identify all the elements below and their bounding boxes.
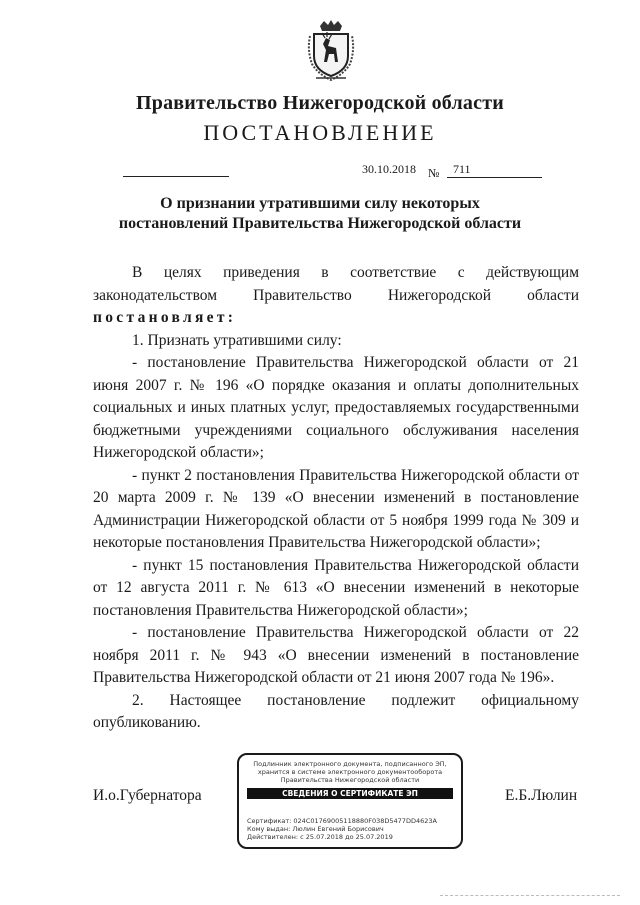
coat-of-arms-emblem (306, 20, 356, 82)
stamp-cert-id: Сертификат: 024C01769005118880F038D5477DD4623A (247, 817, 437, 825)
stamp-issued-to: Кому выдан: Люлин Евгений Борисович (247, 825, 384, 833)
number-sign: № (428, 166, 440, 180)
stamp-certificate-header: СВЕДЕНИЯ О СЕРТИФИКАТЕ ЭП (247, 788, 453, 799)
number-underline (447, 177, 542, 178)
document-date: 30.10.2018 (362, 162, 416, 176)
government-title: Правительство Нижегородской области (136, 92, 504, 114)
document-body (93, 262, 579, 735)
stamp-line-3: Правительства Нижегородской области (280, 776, 420, 784)
stamp-line-1: Подлинник электронного документа, подписанного ЭП, (253, 760, 447, 768)
intro-line-1: В целях приведения в соответствие с действующим (132, 264, 579, 281)
intro-line-2: законодательством Правительство Нижегородской области (93, 286, 579, 304)
item-2: 2. Настоящее постановление подлежит официальному опубликованию. (93, 691, 579, 731)
electronic-signature-stamp (237, 753, 463, 849)
bullet-1: - постановление Правительства Нижегородской области от 21 июня 2007 г. № 196 «О порядке оказания и оплаты дополнительных социальных и иных платных услуг, предоставляемых государственными бюджетными учреждениями социального обслуживания населения Нижегородской области»; (93, 354, 579, 461)
stamp-line-2: хранится в системе электронного документооборота (257, 768, 443, 776)
stamp-notice (239, 760, 461, 784)
subject-line-1: О признании утратившими силу некоторых (160, 195, 480, 212)
document-kind: ПОСТАНОВЛЕНИЕ (203, 120, 437, 145)
subject-line-2: постановлений Правительства Нижегородской области (118, 215, 522, 232)
bullet-4: - постановление Правительства Нижегородской области от 22 ноября 2011 г. № 943 «О внесении изменений в постановление Правительства Нижегородской области от 21 июня 2007 года № 196». (93, 624, 579, 686)
stamp-validity: Действителен: с 25.07.2018 до 25.07.2019 (247, 833, 393, 841)
blank-line (123, 176, 229, 177)
document-number: 711 (453, 162, 471, 176)
document-subject (0, 194, 640, 234)
signer-position: И.о.Губернатора (93, 787, 202, 804)
footer-scan-marks (440, 895, 620, 902)
stamp-certificate-details (247, 817, 437, 841)
item-1: 1. Признать утратившими силу: (132, 331, 342, 349)
bullet-3: - пункт 15 постановления Правительства Нижегородской области от 12 августа 2011 г. № 613 «О внесении изменений в некоторые постановления Правительства Нижегородской области»; (93, 556, 579, 619)
signer-name: Е.Б.Люлин (505, 787, 578, 804)
decree-word: постановляет: (93, 309, 237, 326)
bullet-2: - пункт 2 постановления Правительства Нижегородской области от 20 марта 2009 г. № 139 «О внесении изменений в постановление Администрации Нижегородской области от 5 ноября 1999 года № 309 и некоторые постановления Правительства Нижегородской области»; (93, 466, 579, 551)
